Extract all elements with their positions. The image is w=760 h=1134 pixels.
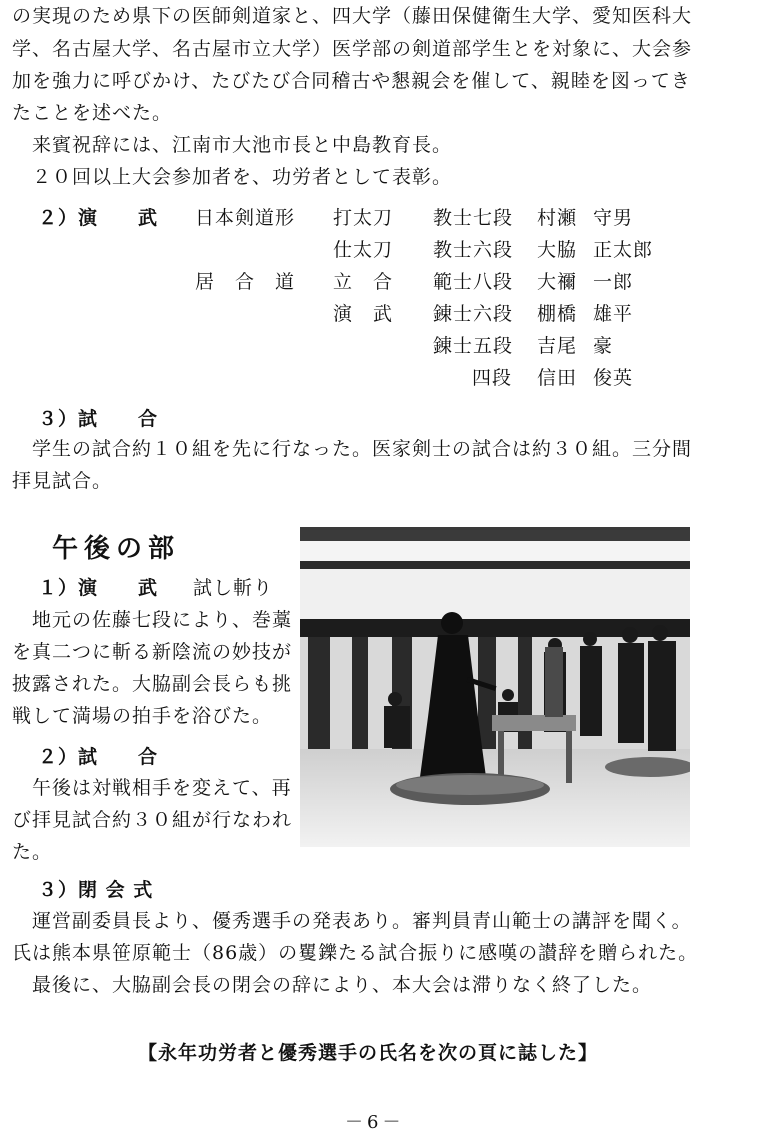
next-page-note: 【永年功労者と優秀選手の氏名を次の頁に誌した】 [138, 1042, 599, 1064]
enbu-given-name: 俊英 [593, 367, 634, 389]
afternoon-enbu-line-1: 地元の佐藤七段により、巻藁 [12, 609, 293, 631]
enbu-surname: 信田 [537, 367, 578, 389]
enbu-given-name: 豪 [593, 335, 614, 357]
enbu-category: 日本剣道形 [195, 207, 296, 229]
event-photograph [300, 527, 690, 847]
afternoon-shiai-line-2: び拝見試合約３０組が行なわれ [12, 809, 293, 831]
enbu-surname: 村瀬 [537, 207, 578, 229]
afternoon-enbu-line-2: を真二つに斬る新陰流の妙技が [12, 641, 293, 663]
closing-line-2: 氏は熊本県笹原範士（86歳）の矍鑠たる試合振りに感嘆の讃辞を贈られた。 [12, 942, 699, 964]
page-number: －6－ [345, 1112, 405, 1133]
intro-line-6: ２０回以上大会参加者を、功労者として表彰。 [12, 166, 453, 188]
enbu-rank: 錬士五段 [433, 335, 514, 357]
afternoon-shiai-line-1: 午後は対戦相手を変えて、再 [12, 777, 292, 799]
enbu-role: 打太刀 [333, 207, 394, 229]
enbu-rank: 四段 [472, 367, 513, 389]
afternoon-enbu-line-4: 戦して満場の拍手を浴びた。 [12, 705, 273, 727]
intro-line-1: の実現のため県下の医師剣道家と、四大学（藤田保健衛生大学、愛知医科大 [12, 5, 693, 27]
afternoon-enbu-subtitle: 試し斬り [193, 577, 274, 599]
enbu-given-name: 雄平 [593, 303, 634, 325]
shiai-line-1: 学生の試合約１０組を先に行なった。医家剣士の試合は約３０組。三分間 [12, 438, 693, 460]
enbu-rank: 教士六段 [433, 239, 514, 261]
enbu-rank: 教士七段 [433, 207, 514, 229]
afternoon-title: 午後の部 [52, 534, 181, 564]
intro-line-2: 学、名古屋大学、名古屋市立大学）医学部の剣道部学生とを対象に、大会参 [12, 38, 693, 60]
enbu-role: 仕太刀 [333, 239, 394, 261]
enbu-surname: 大脇 [537, 239, 578, 261]
enbu-surname: 棚橋 [537, 303, 578, 325]
photo-illustration [300, 527, 690, 847]
afternoon-shiai-heading: ２）試 合 [38, 746, 159, 768]
intro-line-5: 来賓祝辞には、江南市大池市長と中島教育長。 [12, 134, 453, 156]
enbu-category: 居 合 道 [195, 271, 296, 293]
enbu-surname: 吉尾 [537, 335, 578, 357]
afternoon-enbu-heading: １）演 武 [38, 577, 159, 599]
enbu-given-name: 正太郎 [593, 239, 654, 261]
section-shiai-heading: ３）試 合 [38, 408, 159, 430]
section-enbu-heading: ２）演 武 [38, 207, 159, 229]
closing-line-1: 運営副委員長より、優秀選手の発表あり。審判員青山範士の講評を聞く。 [12, 910, 692, 932]
intro-line-4: たことを述べた。 [12, 102, 173, 124]
closing-line-3: 最後に、大脇副会長の閉会の辞により、本大会は滞りなく終了した。 [12, 974, 653, 996]
enbu-role: 立 合 [333, 271, 394, 293]
intro-line-3: 加を強力に呼びかけ、たびたび合同稽古や懇親会を催して、親睦を図ってき [12, 70, 691, 92]
enbu-given-name: 一郎 [593, 271, 634, 293]
afternoon-shiai-line-3: た。 [12, 841, 53, 863]
enbu-given-name: 守男 [593, 207, 634, 229]
enbu-surname: 大禰 [537, 271, 578, 293]
afternoon-enbu-line-3: 披露された。大脇副会長らも挑 [12, 673, 293, 695]
shiai-line-2: 拝見試合。 [12, 470, 113, 492]
enbu-rank: 範士八段 [433, 271, 514, 293]
closing-heading: ３）閉 会 式 [38, 879, 154, 901]
enbu-role: 演 武 [333, 303, 394, 325]
enbu-rank: 錬士六段 [433, 303, 514, 325]
